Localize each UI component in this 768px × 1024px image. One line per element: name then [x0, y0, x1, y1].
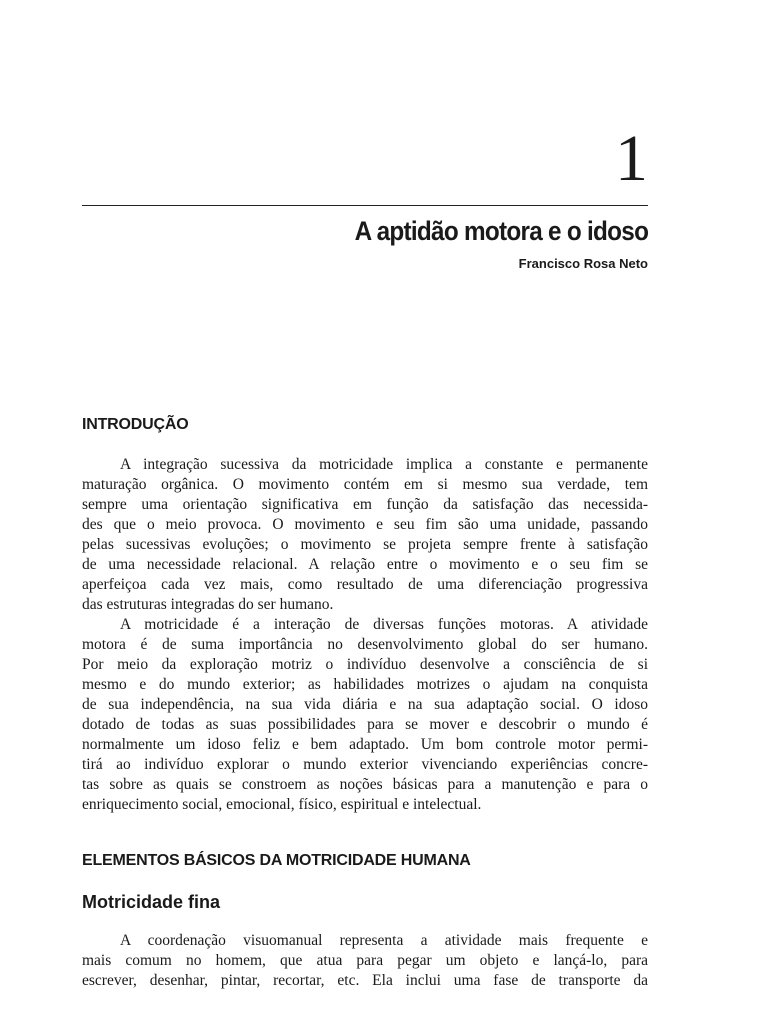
text-line: tas sobre as quais se constroem as noções básicas para a manutenção e para o: [82, 776, 648, 793]
text-line: Por meio da exploração motriz o indivíduo desenvolve a consciência de si: [82, 656, 648, 673]
text-line: A coordenação visuomanual representa a atividade mais frequente e: [120, 932, 648, 949]
paragraph-fine-motricity: [82, 931, 648, 991]
subsection-heading-fine-motricity: Motricidade fina: [82, 892, 221, 912]
text-line: mais comum no homem, que atua para pegar um objeto e lançá-lo, para: [82, 952, 648, 969]
paragraph-intro-2: [82, 615, 648, 815]
text-line: de sua independência, na sua vida diária e na sua adaptação social. O idoso: [82, 696, 648, 713]
text-line: enriquecimento social, emocional, físico, espiritual e intelectual.: [82, 796, 482, 813]
chapter-divider: [82, 205, 648, 206]
text-line: dotado de todas as suas possibilidades para se mover e descobrir o mundo é: [82, 716, 648, 733]
text-line: pelas sucessivas evoluções; o movimento se projeta sempre frente à satisfação: [82, 536, 648, 553]
text-line: de uma necessidade relacional. A relação entre o movimento e o seu fim se: [82, 556, 648, 573]
text-line: maturação orgânica. O movimento contém em si mesmo sua verdade, tem: [82, 476, 648, 493]
text-line: normalmente um idoso feliz e bem adaptado. Um bom controle motor permi-: [82, 736, 648, 753]
text-line: sempre uma orientação significativa em função da satisfação das necessida-: [82, 496, 648, 513]
text-line: escrever, desenhar, pintar, recortar, etc. Ela inclui uma fase de transporte da: [82, 972, 648, 989]
paragraph-intro-1: [82, 455, 648, 615]
section-heading-introduction: INTRODUÇÃO: [82, 416, 189, 433]
section-heading-basic-elements: ELEMENTOS BÁSICOS DA MOTRICIDADE HUMANA: [82, 852, 471, 869]
text-line: mesmo e do mundo exterior; as habilidades motrizes o ajudam na conquista: [82, 676, 648, 693]
text-line: tirá ao indivíduo explorar o mundo exterior vivenciando experiências concre-: [82, 756, 648, 773]
chapter-author: Francisco Rosa Neto: [518, 256, 648, 271]
chapter-title: A aptidão motora e o idoso: [354, 216, 648, 246]
text-line: A motricidade é a interação de diversas funções motoras. A atividade: [120, 616, 648, 633]
chapter-number: 1: [615, 122, 648, 195]
text-line: das estruturas integradas do ser humano.: [82, 596, 334, 613]
text-line: des que o meio provoca. O movimento e seu fim são uma unidade, passando: [82, 516, 648, 533]
text-line: A integração sucessiva da motricidade implica a constante e permanente: [120, 456, 648, 473]
text-line: aperfeiçoa cada vez mais, como resultado de uma diferenciação progressiva: [82, 576, 648, 593]
text-line: motora é de suma importância no desenvolvimento global do ser humano.: [82, 636, 648, 653]
